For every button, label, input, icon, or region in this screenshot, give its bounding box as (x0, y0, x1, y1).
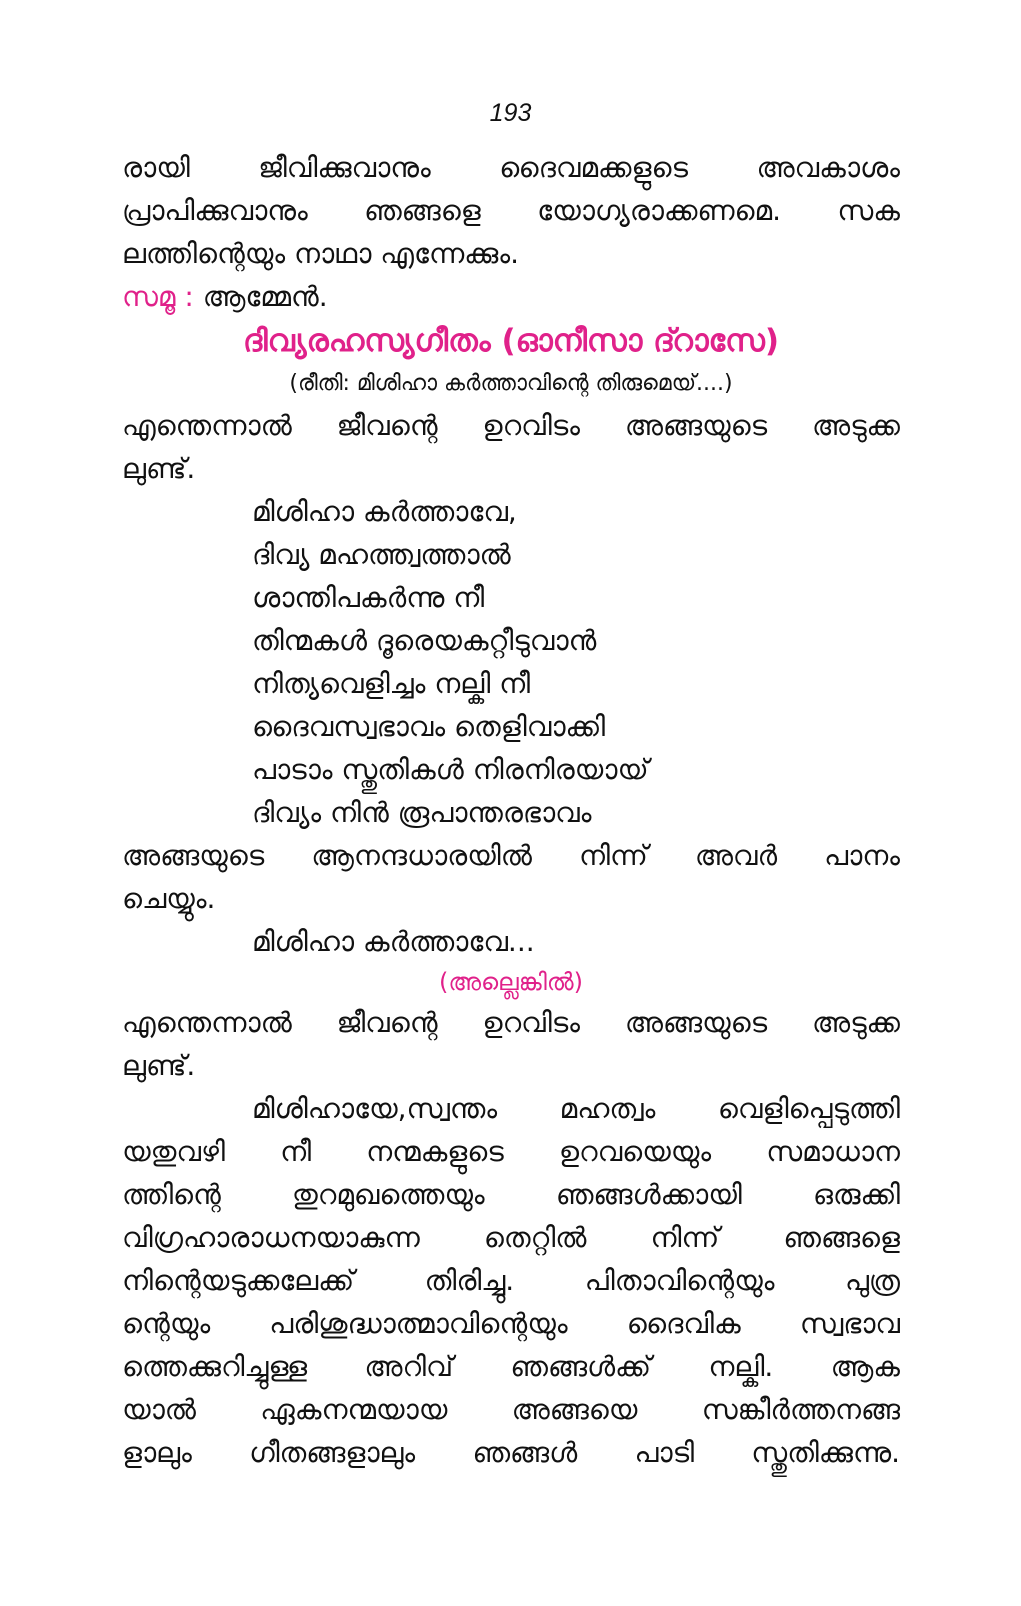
page-body (122, 146, 900, 1474)
response-text: ആമ്മേൻ. (202, 280, 328, 313)
verse-line: എന്തെന്നാൽ ജീവന്റെ ഉറവിടം അങ്ങയുടെ അടുക്ക (122, 1006, 900, 1039)
paragraph-line: ത്തിന്റെ തുറമുഖത്തെയും ഞങ്ങൾക്കായി ഒരുക്കി (122, 1178, 900, 1211)
hymn-stanza (122, 490, 900, 834)
paragraph-line: മിശിഹായേ,സ്വന്തം മഹത്വം വെളിപ്പെടുത്തി (252, 1092, 900, 1125)
verse-line: അങ്ങയുടെ ആനന്ദധാരയിൽ നിന്ന് അവർ പാനം (122, 839, 900, 872)
prayer-line: പ്രാപിക്കുവാനും ഞങ്ങളെ യോഗ്യരാക്കണമെ. സക (122, 194, 900, 227)
verse-line: ചെയ്യും. (122, 882, 216, 915)
response-speaker: സമൂ : (122, 280, 194, 313)
hymn-line: ദിവ്യ മഹത്ത്വത്താൽ (252, 538, 511, 571)
hymn-line: മിശിഹാ കർത്താവേ, (252, 495, 517, 528)
verse-intro-1 (122, 404, 900, 490)
hymn-line: ദൈവസ്വഭാവം തെളിവാക്കി (252, 710, 606, 743)
hymn-line: പാടാം സ്തുതികൾ നിരനിരയായ് (252, 753, 649, 786)
verse-line: ലുണ്ട്. (122, 1049, 196, 1082)
hymn-title: ദിവ്യരഹസ്യഗീതം (ഓനീസാ ദ്റാസേ) (242, 323, 780, 359)
final-paragraph (122, 1087, 900, 1474)
hymn-line: ശാന്തിപകർന്നു നീ (252, 581, 485, 614)
paragraph-line: ന്റെയും പരിശുദ്ധാത്മാവിന്റെയും ദൈവിക സ്വഭാവ (122, 1307, 900, 1340)
tune-note: (രീതി: മിശിഹാ കർത്താവിന്റെ തിരുമെയ്....) (289, 371, 733, 396)
prayer-line: രായി ജീവിക്കുവാനും ദൈവമക്കളുടെ അവകാശം (122, 151, 900, 184)
paragraph-line: ത്തെക്കുറിച്ചുള്ള അറിവ് ഞങ്ങൾക്ക് നല്കി. ആക (122, 1350, 900, 1383)
refrain-line: മിശിഹാ കർത്താവേ... (252, 925, 535, 958)
paragraph-line: നിന്റെയടുക്കലേക്ക് തിരിച്ചു. പിതാവിന്റെയും പുത്ര (122, 1264, 900, 1297)
paragraph-line: വിഗ്രഹാരാധനയാകുന്ന തെറ്റിൽ നിന്ന് ഞങ്ങളെ (122, 1221, 900, 1254)
hymn-line: തിന്മകൾ ദൂരെയകറ്റീടുവാൻ (252, 624, 597, 657)
paragraph-line: ളാലും ഗീതങ്ങളാലും ഞങ്ങൾ പാടി സ്തുതിക്കുന്നു. (122, 1436, 900, 1469)
verse-line: ലുണ്ട്. (122, 452, 196, 485)
verse-line: എന്തെന്നാൽ ജീവന്റെ ഉറവിടം അങ്ങയുടെ അടുക്ക (122, 409, 900, 442)
verse-intro-3 (122, 1001, 900, 1087)
page-number: 193 (489, 99, 532, 127)
hymn-line: ദിവ്യം നിൻ രൂപാന്തരഭാവം (252, 796, 592, 829)
alternative-note: (അല്ലെങ്കിൽ) (439, 968, 583, 996)
hymn-line: നിത്യവെളിച്ചം നല്കി നീ (252, 667, 531, 700)
congregation-response (122, 275, 900, 318)
paragraph-line: യാൽ ഏകനന്മയായ അങ്ങയെ സങ്കീർത്തനങ്ങ (122, 1393, 900, 1426)
paragraph-line: യതുവഴി നീ നന്മകളുടെ ഉറവയെയും സമാധാന (122, 1135, 900, 1168)
verse-intro-2 (122, 834, 900, 920)
prayer-line: ലത്തിന്റെയും നാഥാ എന്നേക്കും. (122, 237, 519, 270)
prayer-ending (122, 146, 900, 275)
